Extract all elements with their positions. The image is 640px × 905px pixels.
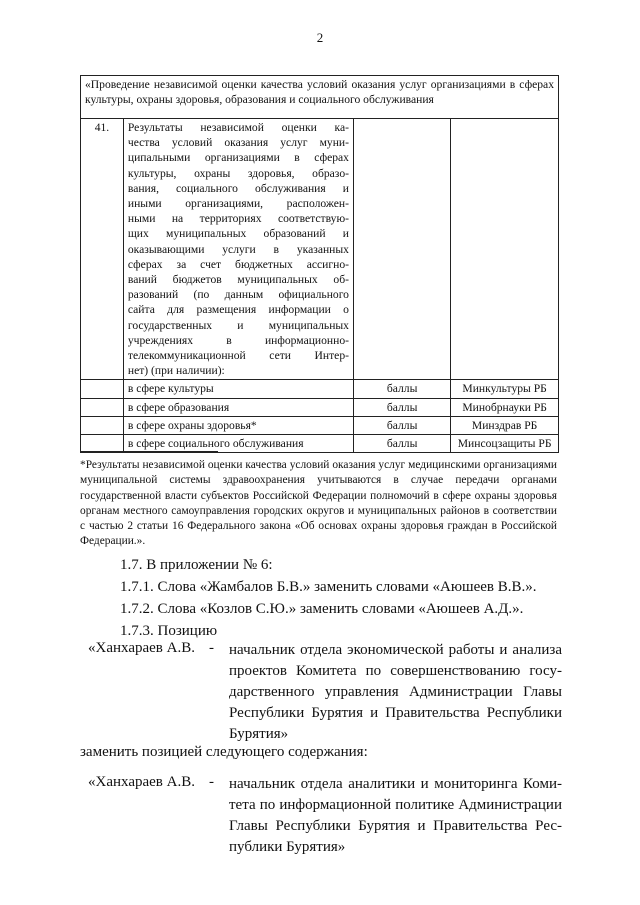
indicator-line: государственных и муниципальных	[127, 318, 349, 332]
table-row	[81, 416, 559, 434]
description-line: начальник отдела аналитики и мониторинга Коми-	[229, 776, 562, 792]
paragraph-1-7-1: 1.7.1. Слова «Жамбалов Б.В.» заменить словами «Аюшеев В.В.».	[120, 579, 537, 595]
sphere-cell: в сфере охраны здоровья*	[123, 416, 353, 434]
indicator-line: оказывающими услуги в указанных	[127, 242, 349, 256]
position-name: «Ханхараев А.В.	[88, 640, 195, 656]
position-name: «Ханхараев А.В.	[88, 774, 195, 790]
sphere-cell: в сфере образования	[123, 398, 353, 416]
description-line: начальник отдела экономической работы и анализа	[229, 642, 562, 658]
indicator-line: культуры, охраны здоровья, образо-	[127, 166, 349, 180]
description-line: публики Бурятия»	[229, 839, 346, 855]
indicator-line: учреждениях в информационно-	[127, 333, 349, 347]
indicator-line: разований (по данным официального	[127, 288, 349, 302]
indicator-line: ваний бюджетов муниципальных об-	[127, 273, 349, 287]
indicator-line: Результаты независимой оценки ка-	[127, 121, 349, 134]
replace-paragraph: заменить позицией следующего содержания:	[80, 744, 368, 760]
row-number	[81, 380, 124, 398]
indicator-description	[123, 119, 353, 380]
description-line: проектов Комитета по совершенствованию госу-	[229, 663, 562, 679]
org-cell: Минсоцзащиты РБ	[451, 435, 559, 453]
org-cell	[451, 119, 559, 380]
org-cell: Минкультуры РБ	[451, 380, 559, 398]
footnote: *Результаты независимой оценки качества условий оказания услуг медицинскими организациями муниципальной системы здравоохранения учитываются в случае передачи органами государственной власти субъектов Российской Федерации полномочий в сфере охраны здоровья органам местного самоуправления городских округов и муниципальных районов в соответствии с частью 2 статьи 16 Федерального закона «Об основах охраны здоровья граждан в Российской Федерации.».	[80, 459, 557, 548]
sphere-cell: в сфере культуры	[123, 380, 353, 398]
indicator-line: ными на территориях соответствую-	[127, 212, 349, 226]
position-dash: -	[209, 640, 214, 656]
table-row	[81, 119, 559, 380]
row-number	[81, 398, 124, 416]
paragraph-1-7-3: 1.7.3. Позицию	[120, 623, 218, 639]
position-description	[229, 640, 562, 745]
unit-cell	[353, 119, 450, 380]
position-dash: -	[209, 774, 214, 790]
row-number	[81, 416, 124, 434]
unit-cell: баллы	[353, 398, 450, 416]
description-line: Бурятия»	[229, 726, 289, 742]
org-cell: Минобрнауки РБ	[451, 398, 559, 416]
indicator-line: чества условий оказания услуг муни-	[127, 136, 349, 150]
indicator-line: вания, социального обслуживания и	[127, 181, 349, 195]
paragraph-1-7-2: 1.7.2. Слова «Козлов С.Ю.» заменить словами «Аюшеев А.Д.».	[120, 601, 524, 617]
table-row	[81, 398, 559, 416]
table-row	[81, 380, 559, 398]
description-line: Республики Бурятия и Правительства Республики	[229, 705, 562, 721]
paragraph-1-7: 1.7. В приложении № 6:	[120, 557, 273, 573]
org-cell: Минздрав РБ	[451, 416, 559, 434]
unit-cell: баллы	[353, 435, 450, 453]
table-section-header: «Проведение независимой оценки качества условий оказания услуг организациями в сферах культуры, охраны здоровья, образования и социального обслуживания	[81, 76, 559, 119]
indicator-line: сферах за счет бюджетных ассигно-	[127, 257, 349, 271]
description-line: тета по информационной политике Администрации	[229, 797, 562, 813]
indicator-line: сайта для размещения информации о	[127, 303, 349, 317]
table-header-row	[81, 76, 559, 119]
indicator-line: нет) (при наличии):	[127, 364, 225, 378]
indicators-table	[80, 75, 559, 453]
page-number: 2	[316, 30, 324, 45]
indicator-line: ципальными организациями в сферах	[127, 151, 349, 165]
indicator-line: телекоммуникационной сети Интер-	[127, 349, 349, 363]
position-description	[229, 774, 562, 858]
indicator-line: щих муниципальных образований и	[127, 227, 349, 241]
sphere-cell: в сфере социального обслуживания	[123, 435, 353, 453]
description-line: Главы Республики Бурятия и Правительства Рес-	[229, 818, 562, 834]
description-line: дарственного управления Администрации Главы	[229, 684, 562, 700]
row-number: 41.	[81, 119, 124, 380]
unit-cell: баллы	[353, 416, 450, 434]
footnote-separator	[80, 451, 218, 452]
unit-cell: баллы	[353, 380, 450, 398]
indicator-line: иными организациями, расположен-	[127, 197, 349, 211]
